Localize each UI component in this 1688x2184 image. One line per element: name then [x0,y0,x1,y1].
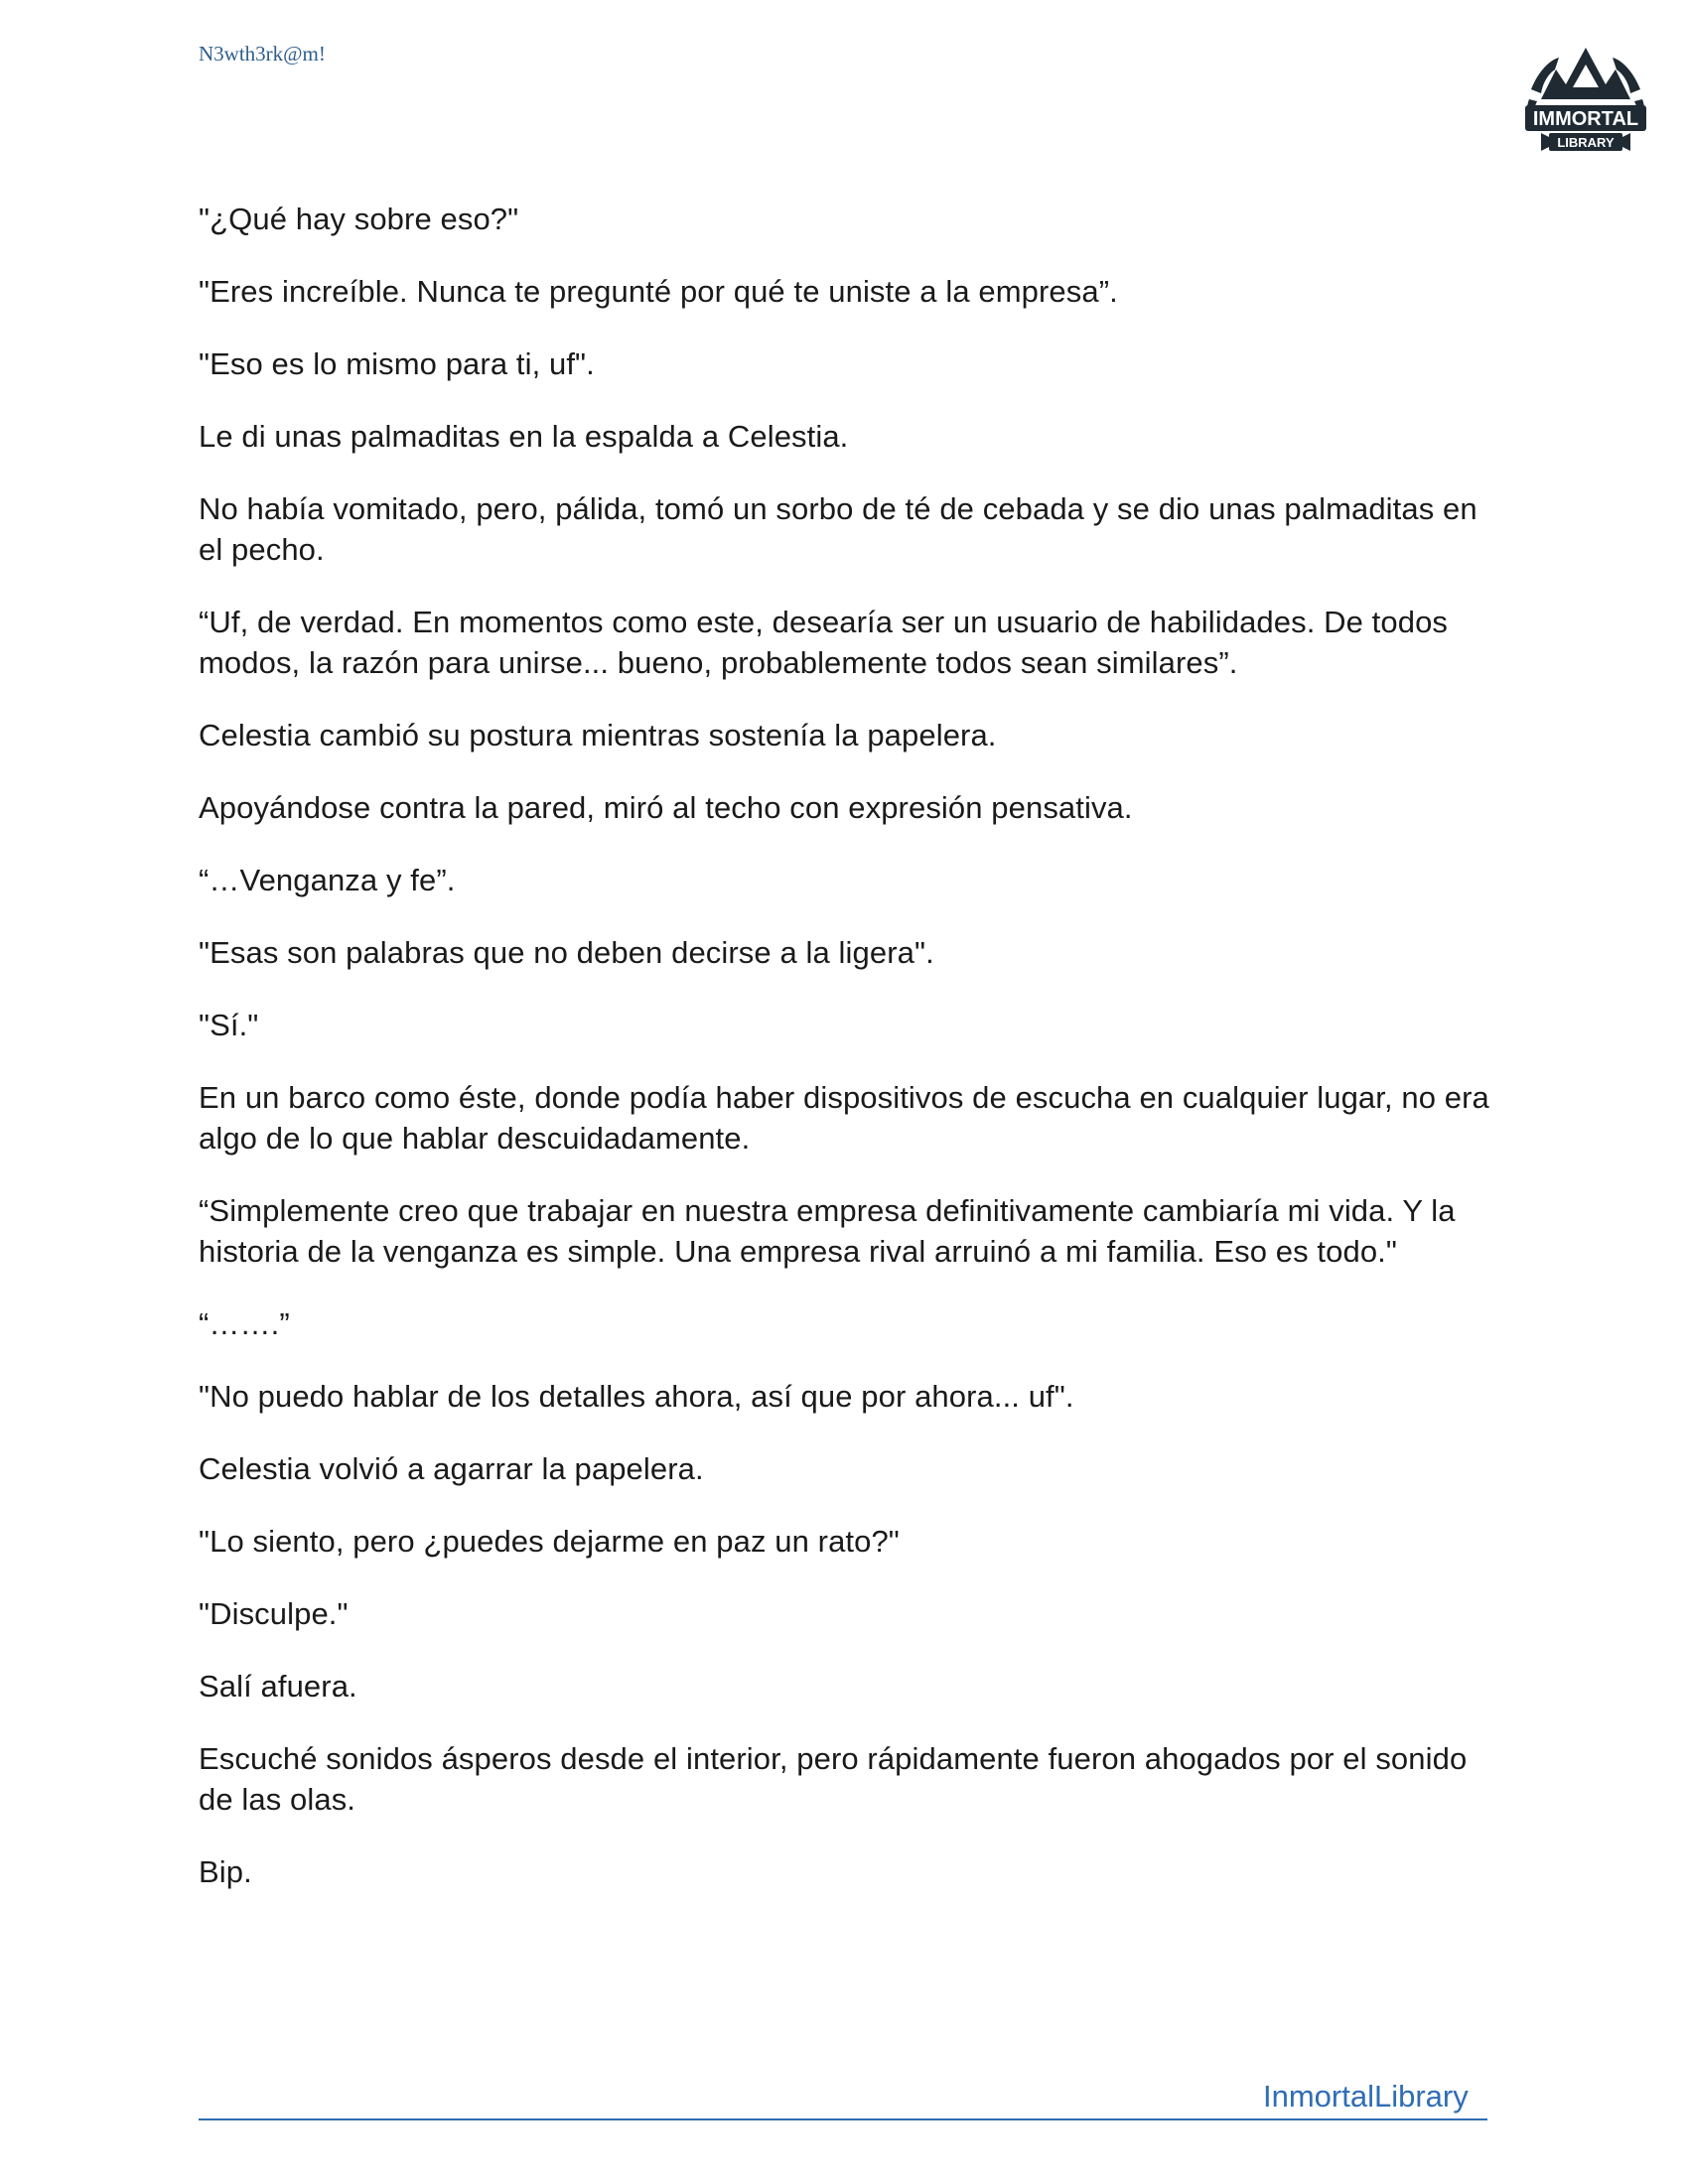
footer-inmortallibrary-link[interactable]: InmortalLibrary [1263,2079,1469,2114]
paragraph: No había vomitado, pero, pálida, tomó un sorbo de té de cebada y se dio unas palmaditas en el pecho. [199,491,1477,567]
paragraph: Celestia volvió a agarrar la papelera. [199,1451,704,1486]
immortal-library-logo [1511,30,1660,179]
document-body [199,199,1489,1924]
paragraph: Le di unas palmaditas en la espalda a Celestia. [199,419,849,454]
paragraph: Celestia cambió su postura mientras sostenía la papelera. [199,718,997,752]
paragraph: “Simplemente creo que trabajar en nuestra empresa definitivamente cambiaría mi vida. Y la historia de la venganza es simple. Una empresa rival arruinó a mi familia. Eso es todo." [199,1193,1456,1269]
paragraph: Bip. [199,1854,252,1889]
paragraph: “Uf, de verdad. En momentos como este, desearía ser un usuario de habilidades. De todos modos, la razón para unirse... bueno, probablemente todos sean similares”. [199,605,1449,680]
paragraph: “…Venganza y fe”. [199,863,456,897]
paragraph: "Eso es lo mismo para ti, uf". [199,346,595,381]
paragraph: "No puedo hablar de los detalles ahora, así que por ahora... uf". [199,1379,1074,1414]
paragraph: Apoyándose contra la pared, miró al techo con expresión pensativa. [199,790,1133,825]
paragraph: "Esas son palabras que no deben decirse a la ligera". [199,935,934,970]
paragraph: "Sí." [199,1008,259,1042]
logo-emblem-icon [1511,30,1660,179]
paragraph: "Eres increíble. Nunca te pregunté por qué te uniste a la empresa”. [199,274,1118,309]
paragraph: Escuché sonidos ásperos desde el interior, pero rápidamente fueron ahogados por el sonido de las olas. [199,1741,1468,1817]
paragraph: "¿Qué hay sobre eso?" [199,202,519,236]
paragraph: En un barco como éste, donde podía haber dispositivos de escucha en cualquier lugar, no era algo de lo que hablar descuidadamente. [199,1080,1489,1156]
footer-divider [199,2118,1487,2120]
paragraph: "Lo siento, pero ¿puedes dejarme en paz un rato?" [199,1524,900,1559]
paragraph: "Disculpe." [199,1596,349,1631]
paragraph: “…….” [199,1306,290,1341]
logo-line2: LIBRARY [1557,135,1615,150]
header-author: N3wth3rk@m! [199,42,326,66]
logo-line1: IMMORTAL [1532,108,1639,130]
paragraph: Salí afuera. [199,1669,357,1704]
